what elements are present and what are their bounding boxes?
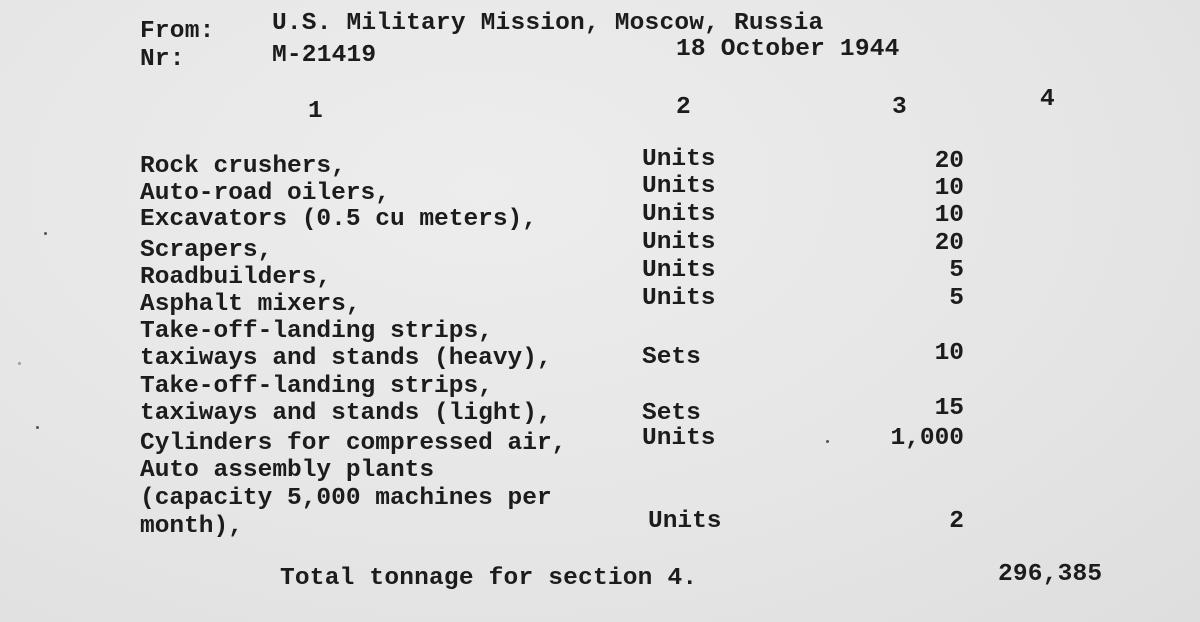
item-description-continued: taxiways and stands (light), bbox=[140, 400, 552, 427]
item-unit: Units bbox=[642, 285, 716, 312]
item-quantity: 15 bbox=[934, 395, 964, 422]
item-unit: Sets bbox=[642, 344, 701, 371]
item-quantity: 10 bbox=[934, 175, 964, 202]
document-date: 18 October 1944 bbox=[676, 36, 900, 63]
item-unit: Units bbox=[642, 146, 716, 173]
scan-speck bbox=[18, 362, 21, 365]
item-unit: Units bbox=[642, 425, 716, 452]
item-description: Roadbuilders, bbox=[140, 264, 332, 291]
nr-value: M-21419 bbox=[272, 42, 377, 69]
item-unit: Units bbox=[642, 257, 716, 284]
item-quantity: 20 bbox=[934, 230, 964, 257]
item-quantity: 1,000 bbox=[890, 425, 964, 452]
item-description: Asphalt mixers, bbox=[140, 291, 361, 318]
item-description-continued: taxiways and stands (heavy), bbox=[140, 345, 552, 372]
item-quantity: 5 bbox=[949, 257, 964, 284]
nr-label: Nr: bbox=[140, 46, 185, 73]
column-number-1: 1 bbox=[308, 98, 323, 125]
total-value: 296,385 bbox=[998, 561, 1103, 588]
item-description: Rock crushers, bbox=[140, 153, 346, 180]
item-unit: Sets bbox=[642, 400, 701, 427]
item-unit: Units bbox=[648, 508, 722, 535]
item-description: Scrapers, bbox=[140, 237, 273, 264]
item-unit: Units bbox=[642, 201, 716, 228]
item-quantity: 5 bbox=[949, 285, 964, 312]
from-value: U.S. Military Mission, Moscow, Russia bbox=[272, 10, 824, 37]
item-quantity: 10 bbox=[934, 202, 964, 229]
item-description: Auto assembly plants bbox=[140, 457, 435, 484]
column-number-4: 4 bbox=[1040, 86, 1055, 113]
item-description: Excavators (0.5 cu meters), bbox=[140, 206, 537, 233]
scan-speck bbox=[36, 426, 39, 429]
item-description: Cylinders for compressed air, bbox=[140, 430, 567, 457]
item-unit: Units bbox=[642, 229, 716, 256]
item-description-continued: (capacity 5,000 machines per bbox=[140, 485, 552, 512]
item-description: Take-off-landing strips, bbox=[140, 318, 493, 345]
column-number-3: 3 bbox=[892, 94, 907, 121]
total-label: Total tonnage for section 4. bbox=[280, 565, 698, 592]
item-description-continued: month), bbox=[140, 513, 243, 540]
item-quantity: 10 bbox=[934, 340, 964, 367]
item-quantity: 2 bbox=[949, 508, 964, 535]
scan-speck bbox=[826, 440, 829, 443]
item-quantity: 20 bbox=[934, 148, 964, 175]
item-description: Auto-road oilers, bbox=[140, 180, 390, 207]
from-label: From: bbox=[140, 18, 215, 45]
item-unit: Units bbox=[642, 173, 716, 200]
item-description: Take-off-landing strips, bbox=[140, 373, 493, 400]
column-number-2: 2 bbox=[676, 94, 691, 121]
scan-speck bbox=[44, 232, 47, 235]
